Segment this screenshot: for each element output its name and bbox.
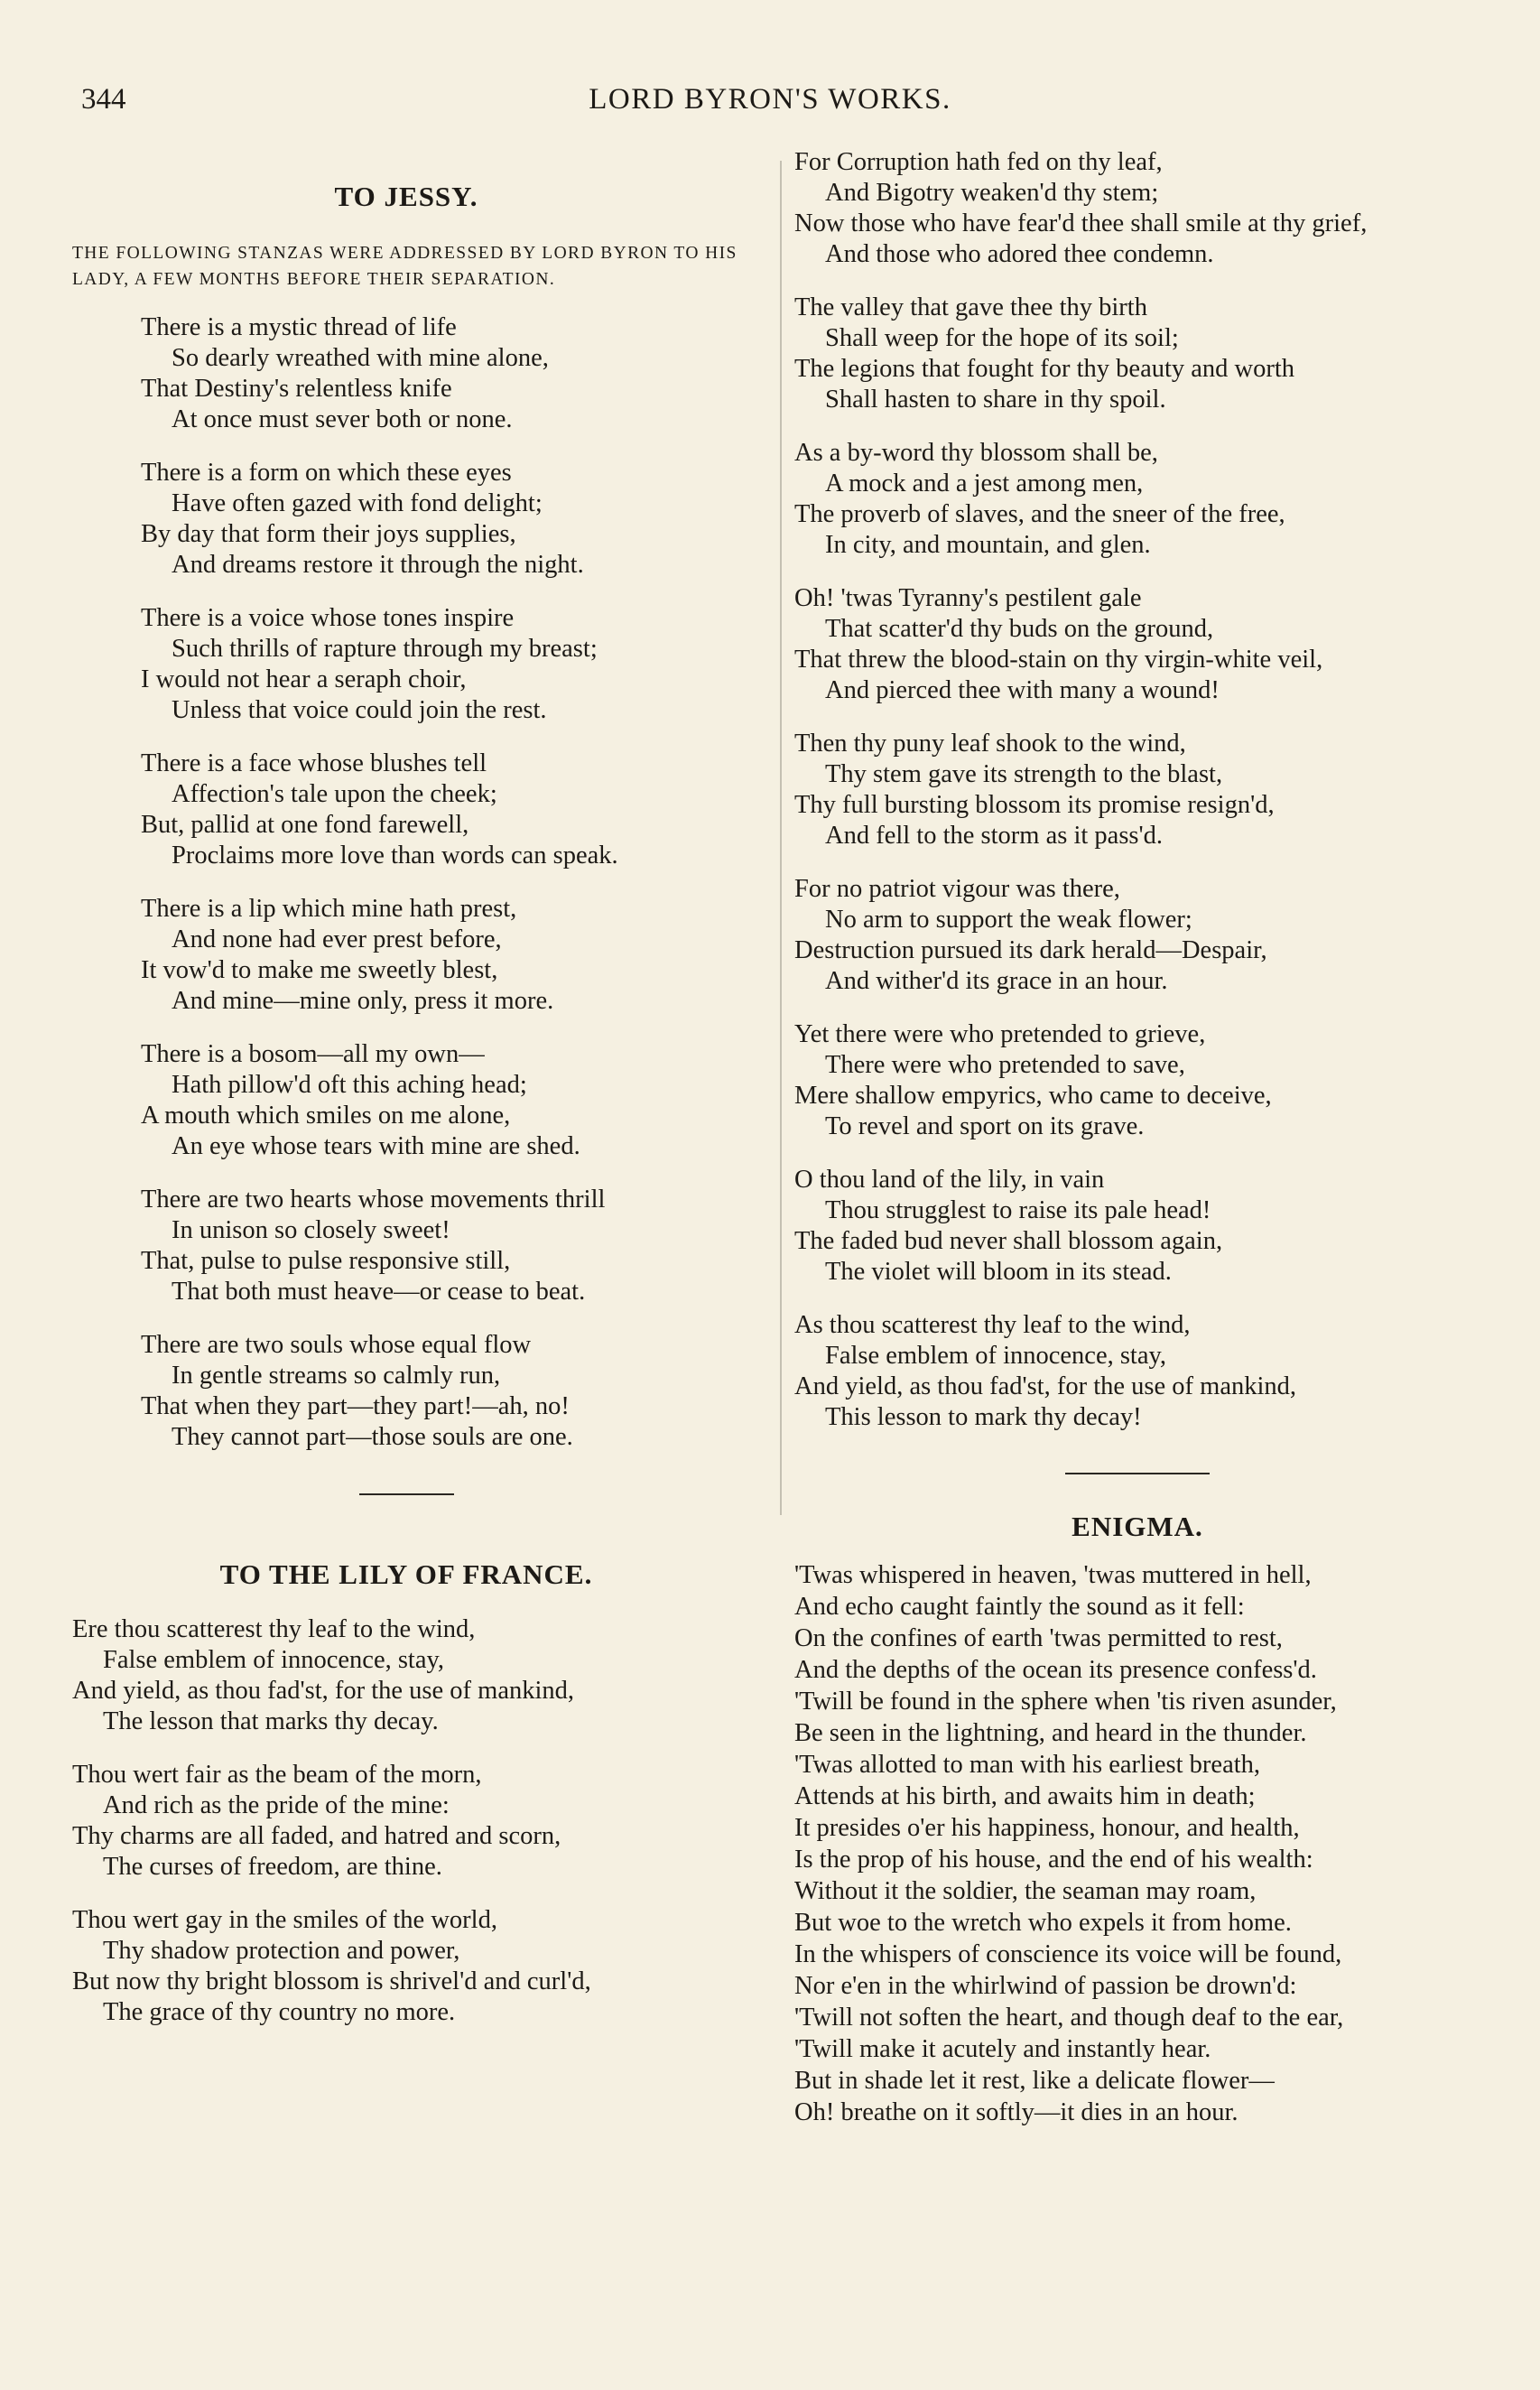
- verse-line: There is a bosom—all my own—: [141, 1040, 485, 1068]
- verse-line: A mock and a jest among men,: [825, 470, 1144, 498]
- verse-line: There is a lip which mine hath prest,: [141, 895, 517, 923]
- section-divider: [1065, 1473, 1210, 1474]
- verse-line: But woe to the wretch who expels it from home.: [794, 1909, 1292, 1937]
- verse-line: There is a face whose blushes tell: [141, 749, 487, 777]
- verse-line: And the depths of the ocean its presence confess'd.: [794, 1656, 1317, 1684]
- stanza: [794, 1165, 1480, 1288]
- verse-line: And fell to the storm as it pass'd.: [825, 822, 1164, 850]
- verse-line: In unison so closely sweet!: [172, 1216, 450, 1244]
- poem-lily-of-france-part-2: [794, 147, 1480, 1433]
- verse-line: Destruction pursued its dark herald—Despair,: [794, 936, 1267, 964]
- verse-line: Yet there were who pretended to grieve,: [794, 1020, 1206, 1048]
- verse-line: And rich as the pride of the mine:: [103, 1791, 450, 1819]
- verse-line: Thou strugglest to raise its pale head!: [825, 1196, 1211, 1224]
- verse-line: 'Twas allotted to man with his earliest breath,: [794, 1751, 1261, 1779]
- verse-line: False emblem of innocence, stay,: [825, 1342, 1167, 1370]
- stanza: [141, 603, 740, 726]
- verse-line: Unless that voice could join the rest.: [172, 696, 547, 724]
- verse-line: The grace of thy country no more.: [103, 1998, 456, 2026]
- verse-line: Such thrills of rapture through my breast;: [172, 635, 598, 663]
- verse-line: Oh! 'twas Tyranny's pestilent gale: [794, 584, 1142, 612]
- poem-lily-of-france-part-1: [72, 1614, 740, 2028]
- verse-line: Thy charms are all faded, and hatred and scorn,: [72, 1822, 561, 1850]
- verse-line: Proclaims more love than words can speak.: [172, 842, 618, 870]
- stanza: [141, 1039, 740, 1162]
- verse-line: And yield, as thou fad'st, for the use of mankind,: [794, 1372, 1297, 1400]
- verse-line: This lesson to mark thy decay!: [825, 1403, 1142, 1431]
- poem-title-enigma: ENIGMA.: [1072, 1511, 1203, 1542]
- verse-line: The valley that gave thee thy birth: [794, 293, 1147, 321]
- verse-line: To revel and sport on its grave.: [825, 1112, 1145, 1140]
- stanza: [72, 1614, 740, 1737]
- verse-line: Have often gazed with fond delight;: [172, 489, 543, 517]
- poem-title-lily-of-france: TO THE LILY OF FRANCE.: [219, 1558, 593, 1590]
- verse-line: In city, and mountain, and glen.: [825, 531, 1151, 559]
- verse-line: 'Twill be found in the sphere when 'tis riven asunder,: [794, 1688, 1337, 1716]
- stanza: [141, 1185, 740, 1307]
- verse-line: Thou wert gay in the smiles of the world,: [72, 1906, 497, 1934]
- verse-line: Be seen in the lightning, and heard in the thunder.: [794, 1719, 1307, 1747]
- verse-line: False emblem of innocence, stay,: [103, 1646, 445, 1674]
- verse-line: That both must heave—or cease to beat.: [172, 1278, 586, 1306]
- verse-line: Ere thou scatterest thy leaf to the wind,: [72, 1615, 476, 1643]
- stanza: [141, 1330, 740, 1453]
- verse-line: Thy shadow protection and power,: [103, 1937, 460, 1965]
- verse-line: The curses of freedom, are thine.: [103, 1853, 442, 1881]
- stanza: [794, 729, 1480, 851]
- verse-line: And pierced thee with many a wound!: [825, 676, 1220, 704]
- verse-line: For no patriot vigour was there,: [794, 875, 1120, 903]
- verse-line: Shall hasten to share in thy spoil.: [825, 386, 1166, 414]
- verse-line: There is a voice whose tones inspire: [141, 604, 515, 632]
- verse-line: That when they part—they part!—ah, no!: [141, 1392, 570, 1420]
- poem-intro-note: THE FOLLOWING STANZAS WERE ADDRESSED BY LORD BYRON TO HIS LADY, A FEW MONTHS BEFORE THEIR SEPARATION.: [72, 244, 738, 289]
- stanza: [794, 438, 1480, 561]
- verse-line: That scatter'd thy buds on the ground,: [825, 615, 1214, 643]
- verse-line: That threw the blood-stain on thy virgin-white veil,: [794, 646, 1323, 674]
- verse-line: Thy stem gave its strength to the blast,: [825, 760, 1223, 788]
- verse-line: In gentle streams so calmly run,: [172, 1362, 501, 1390]
- stanza: [141, 458, 740, 581]
- left-column: [72, 153, 740, 2051]
- verse-line: That, pulse to pulse responsive still,: [141, 1247, 511, 1275]
- verse-line: As thou scatterest thy leaf to the wind,: [794, 1311, 1191, 1339]
- verse-line: It presides o'er his happiness, honour, and health,: [794, 1814, 1300, 1842]
- verse-line: But, pallid at one fond farewell,: [141, 811, 469, 839]
- verse-line: There were who pretended to save,: [825, 1051, 1185, 1079]
- verse-line: A mouth which smiles on me alone,: [141, 1102, 511, 1130]
- verse-line: Shall weep for the hope of its soil;: [825, 324, 1179, 352]
- verse-line: And those who adored thee condemn.: [825, 240, 1214, 268]
- verse-line: Affection's tale upon the cheek;: [172, 780, 497, 808]
- verse-line: 'Twas whispered in heaven, 'twas muttered in hell,: [794, 1561, 1312, 1589]
- stanza: [72, 1760, 740, 1883]
- verse-line: Hath pillow'd oft this aching head;: [172, 1071, 527, 1099]
- verse-line: There are two souls whose equal flow: [141, 1331, 532, 1359]
- verse-line: And yield, as thou fad'st, for the use of mankind,: [72, 1677, 575, 1705]
- verse-line: On the confines of earth 'twas permitted to rest,: [794, 1624, 1283, 1652]
- poem-to-jessy: [72, 312, 740, 1453]
- stanza: [141, 894, 740, 1017]
- poem-title-to-jessy: TO JESSY.: [334, 181, 478, 212]
- verse-line: There are two hearts whose movements thrill: [141, 1186, 606, 1214]
- stanza: [794, 583, 1480, 706]
- verse-line: Now those who have fear'd thee shall smile at thy grief,: [794, 209, 1368, 237]
- stanza: [794, 1019, 1480, 1142]
- verse-line: The lesson that marks thy decay.: [103, 1707, 439, 1735]
- stanza: [794, 1310, 1480, 1433]
- verse-line: As a by-word thy blossom shall be,: [794, 439, 1158, 467]
- verse-line: And dreams restore it through the night.: [172, 551, 584, 579]
- poem-enigma: [794, 1559, 1480, 2128]
- verse-line: Oh! breathe on it softly—it dies in an hour.: [794, 2098, 1238, 2126]
- verse-line: So dearly wreathed with mine alone,: [172, 344, 549, 372]
- running-title: LORD BYRON'S WORKS.: [589, 83, 951, 116]
- verse-line: Nor e'en in the whirlwind of passion be drown'd:: [794, 1972, 1297, 2000]
- verse-line: There is a mystic thread of life: [141, 313, 457, 341]
- stanza: [141, 749, 740, 871]
- verse-line: And none had ever prest before,: [172, 925, 502, 953]
- verse-line: O thou land of the lily, in vain: [794, 1166, 1105, 1194]
- verse-line: The faded bud never shall blossom again,: [794, 1227, 1223, 1255]
- verse-line: I would not hear a seraph choir,: [141, 665, 467, 693]
- verse-line: Thy full bursting blossom its promise resign'd,: [794, 791, 1275, 819]
- page-number: 344: [81, 83, 126, 116]
- stanza: [794, 147, 1480, 270]
- verse-line: Mere shallow empyrics, who came to deceive,: [794, 1082, 1272, 1110]
- verse-line: That Destiny's relentless knife: [141, 375, 452, 403]
- right-column: [794, 147, 1480, 2128]
- verse-line: Without it the soldier, the seaman may roam,: [794, 1877, 1257, 1905]
- section-divider: [359, 1493, 454, 1495]
- verse-line: And wither'd its grace in an hour.: [825, 967, 1168, 995]
- verse-line: At once must sever both or none.: [172, 405, 513, 433]
- stanza: [794, 874, 1480, 997]
- stanza: [794, 293, 1480, 415]
- verse-line: No arm to support the weak flower;: [825, 906, 1192, 934]
- verse-line: The violet will bloom in its stead.: [825, 1258, 1172, 1286]
- verse-line: And mine—mine only, press it more.: [172, 987, 554, 1015]
- verse-line: And Bigotry weaken'd thy stem;: [825, 179, 1159, 207]
- verse-line: Then thy puny leaf shook to the wind,: [794, 730, 1186, 758]
- verse-line: There is a form on which these eyes: [141, 459, 512, 487]
- verse-line: 'Twill make it acutely and instantly hear.: [794, 2035, 1211, 2063]
- verse-line: 'Twill not soften the heart, and though deaf to the ear,: [794, 2004, 1344, 2032]
- verse-line: They cannot part—those souls are one.: [172, 1423, 573, 1451]
- verse-line: And echo caught faintly the sound as it fell:: [794, 1593, 1245, 1621]
- verse-line: In the whispers of conscience its voice will be found,: [794, 1940, 1342, 1968]
- verse-line: Thou wert fair as the beam of the morn,: [72, 1761, 482, 1789]
- verse-line: An eye whose tears with mine are shed.: [172, 1132, 580, 1160]
- verse-line: By day that form their joys supplies,: [141, 520, 516, 548]
- stanza: [141, 312, 740, 435]
- verse-line: But in shade let it rest, like a delicate flower—: [794, 2067, 1275, 2095]
- verse-line: For Corruption hath fed on thy leaf,: [794, 148, 1163, 176]
- verse-line: Attends at his birth, and awaits him in death;: [794, 1782, 1256, 1810]
- verse-line: It vow'd to make me sweetly blest,: [141, 956, 498, 984]
- verse-line: The legions that fought for thy beauty and worth: [794, 355, 1295, 383]
- verse-line: The proverb of slaves, and the sneer of the free,: [794, 500, 1285, 528]
- stanza: [72, 1905, 740, 2028]
- verse-line: Is the prop of his house, and the end of his wealth:: [794, 1846, 1313, 1874]
- column-divider: [780, 161, 782, 1515]
- verse-line: But now thy bright blossom is shrivel'd and curl'd,: [72, 1967, 591, 1995]
